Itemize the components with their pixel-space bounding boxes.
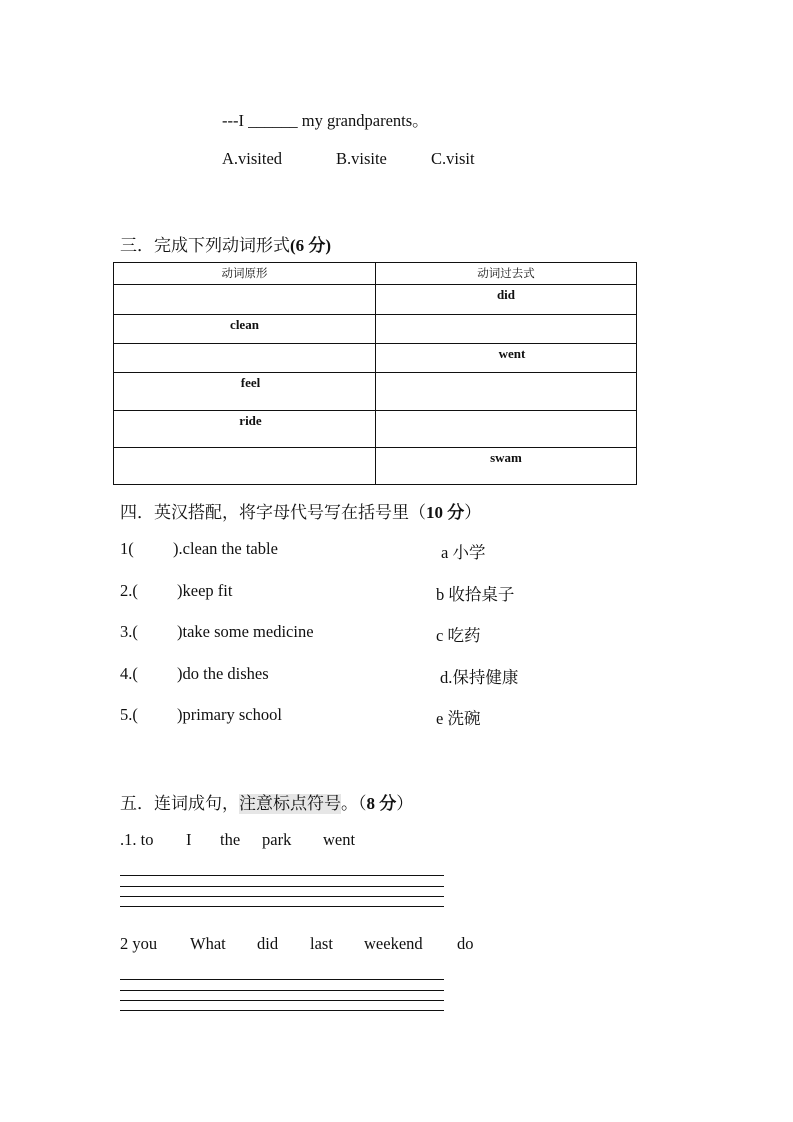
section4-title — [120, 498, 481, 523]
table-row — [114, 285, 637, 315]
table-row — [114, 373, 637, 411]
word: last — [310, 934, 333, 953]
table-row — [114, 315, 637, 344]
section3-title-text: 三．完成下列动词形式 — [120, 236, 290, 256]
match-phrase: )take some medicine — [177, 622, 314, 641]
match-phrase: ).clean the table — [173, 539, 278, 558]
word: 2 you — [120, 934, 158, 953]
writing-line[interactable] — [120, 886, 444, 887]
option-a: A.visited — [222, 149, 283, 168]
cell-base[interactable] — [114, 285, 376, 315]
word: What — [190, 934, 226, 953]
match-phrase: )primary school — [177, 705, 282, 724]
word: park — [262, 830, 292, 849]
cell-base[interactable] — [114, 344, 376, 373]
match-num: 2.( — [120, 581, 138, 600]
section4-title-text: 四．英汉搭配，将字母代号写在括号里（ — [120, 503, 426, 523]
cell-past[interactable] — [376, 411, 637, 448]
cell-base — [114, 411, 376, 448]
writing-line[interactable] — [120, 875, 444, 876]
match-answer: b 收拾桌子 — [436, 585, 515, 604]
section5-title — [120, 789, 413, 814]
table-header-row — [114, 263, 637, 285]
cell-base[interactable] — [114, 448, 376, 485]
word: went — [323, 830, 356, 849]
cell-past-text: went — [498, 346, 526, 361]
cell-base: clean — [114, 315, 376, 344]
table-row — [114, 411, 637, 448]
match-num: 5.( — [120, 705, 138, 724]
match-answer: a 小学 — [441, 543, 486, 562]
section5-title-end: ） — [396, 794, 414, 814]
header-past-form: 动词过去式 — [376, 263, 637, 285]
section5-highlight: 注意标点符号 — [239, 794, 341, 814]
verb-forms-table — [113, 262, 637, 485]
word: .1. to — [120, 830, 154, 849]
match-num: 1( — [120, 539, 134, 558]
table-row — [114, 344, 637, 373]
word: I — [186, 830, 192, 849]
writing-line[interactable] — [120, 896, 444, 897]
match-answer: e 洗碗 — [436, 709, 481, 728]
match-answer: d.保持健康 — [440, 668, 519, 687]
writing-line[interactable] — [120, 979, 444, 980]
writing-line[interactable] — [120, 906, 444, 907]
cell-past-text: did — [496, 287, 516, 302]
cell-past-text: swam — [490, 450, 522, 465]
word: did — [257, 934, 279, 953]
cell-past — [376, 344, 637, 373]
word: weekend — [364, 934, 423, 953]
section4-score: 10 分 — [426, 503, 465, 522]
question-prompt: ---I ______ my grandparents。 — [222, 111, 429, 130]
section5-score: 8 分 — [366, 794, 397, 813]
word: the — [220, 830, 241, 849]
cell-base-text: feel — [240, 375, 261, 390]
section4-title-end: ） — [464, 503, 482, 523]
writing-line[interactable] — [120, 1010, 444, 1011]
option-c: C.visit — [431, 149, 475, 168]
section3-score: (6 分) — [290, 236, 332, 255]
writing-line[interactable] — [120, 990, 444, 991]
cell-past — [376, 448, 637, 485]
match-phrase: )keep fit — [177, 581, 233, 600]
match-num: 3.( — [120, 622, 138, 641]
cell-past — [376, 285, 637, 315]
match-phrase: )do the dishes — [177, 664, 269, 683]
match-num: 4.( — [120, 664, 138, 683]
cell-base — [114, 373, 376, 411]
table-row — [114, 448, 637, 485]
cell-past[interactable] — [376, 315, 637, 344]
section5-title-text: 五．连词成句， — [120, 794, 239, 814]
section3-title — [120, 231, 331, 256]
cell-past[interactable] — [376, 373, 637, 411]
match-answer: c 吃药 — [436, 626, 481, 645]
header-base-form: 动词原形 — [114, 263, 376, 285]
cell-base-text: ride — [239, 413, 262, 428]
option-b: B.visite — [336, 149, 387, 168]
section5-title-mid: 。（ — [341, 794, 367, 814]
writing-line[interactable] — [120, 1000, 444, 1001]
word: do — [457, 934, 474, 953]
